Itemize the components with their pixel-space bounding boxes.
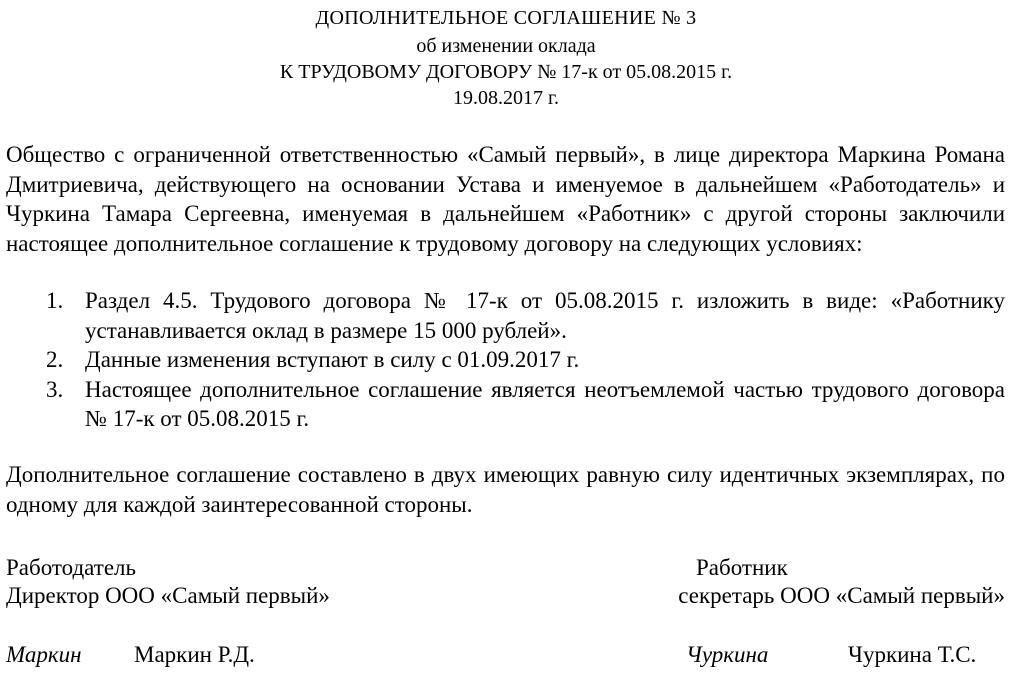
closing-paragraph: Дополнительное соглашение составлено в двух имеющих равную силу идентичных экземплярах, по одному для каждой заинтересованной стороны. <box>6 462 1005 517</box>
term-item <box>0 286 1005 345</box>
employer-role-label: Работодатель <box>6 555 137 580</box>
employee-position: секретарь ООО «Самый первый» <box>678 583 1005 608</box>
document-title: ДОПОЛНИТЕЛЬНОЕ СОГЛАШЕНИЕ № 3 <box>315 7 697 29</box>
terms-list <box>0 286 1005 434</box>
term-number: 3. <box>46 376 64 402</box>
document-subtitle: об изменении оклада <box>416 35 596 57</box>
employer-name: Маркин Р.Д. <box>134 642 255 667</box>
term-number: 2. <box>46 347 64 372</box>
employer-signature: Маркин <box>6 642 82 667</box>
term-text: Раздел 4.5. Трудового договора № 17-к от 05.08.2015 г. изложить в виде: «Работнику устанавливается оклад в размере 15 000 рублей». <box>85 288 1005 343</box>
employer-position: Директор ООО «Самый первый» <box>6 583 330 608</box>
employee-name: Чуркина Т.С. <box>848 642 977 667</box>
term-text: Настоящее дополнительное соглашение является неотъемлемой частью трудового договора № 17-к от 05.08.2015 г. <box>85 376 1005 431</box>
term-number: 1. <box>46 288 64 313</box>
intro-paragraph: Общество с ограниченной ответственностью «Самый первый», в лице директора Маркина Романа Дмитриевича, действующего на основании Устава и именуемое в дальнейшем «Работодатель» и Чуркина Тамара Сергеевна, именуемая в дальнейшем «Работник» с другой стороны заключили настоящее дополнительное соглашение к трудовому договору на следующих условиях: <box>6 142 1005 256</box>
term-item <box>0 345 1005 375</box>
term-text: Данные изменения вступают в силу с 01.09.2017 г. <box>85 347 580 372</box>
contract-reference: К ТРУДОВОМУ ДОГОВОРУ № 17-к от 05.08.2015 г. <box>279 61 733 83</box>
term-item <box>0 375 1005 434</box>
document-date: 19.08.2017 г. <box>453 87 559 109</box>
employee-role-label: Работник <box>696 555 788 580</box>
employee-signature: Чуркина <box>686 642 769 667</box>
